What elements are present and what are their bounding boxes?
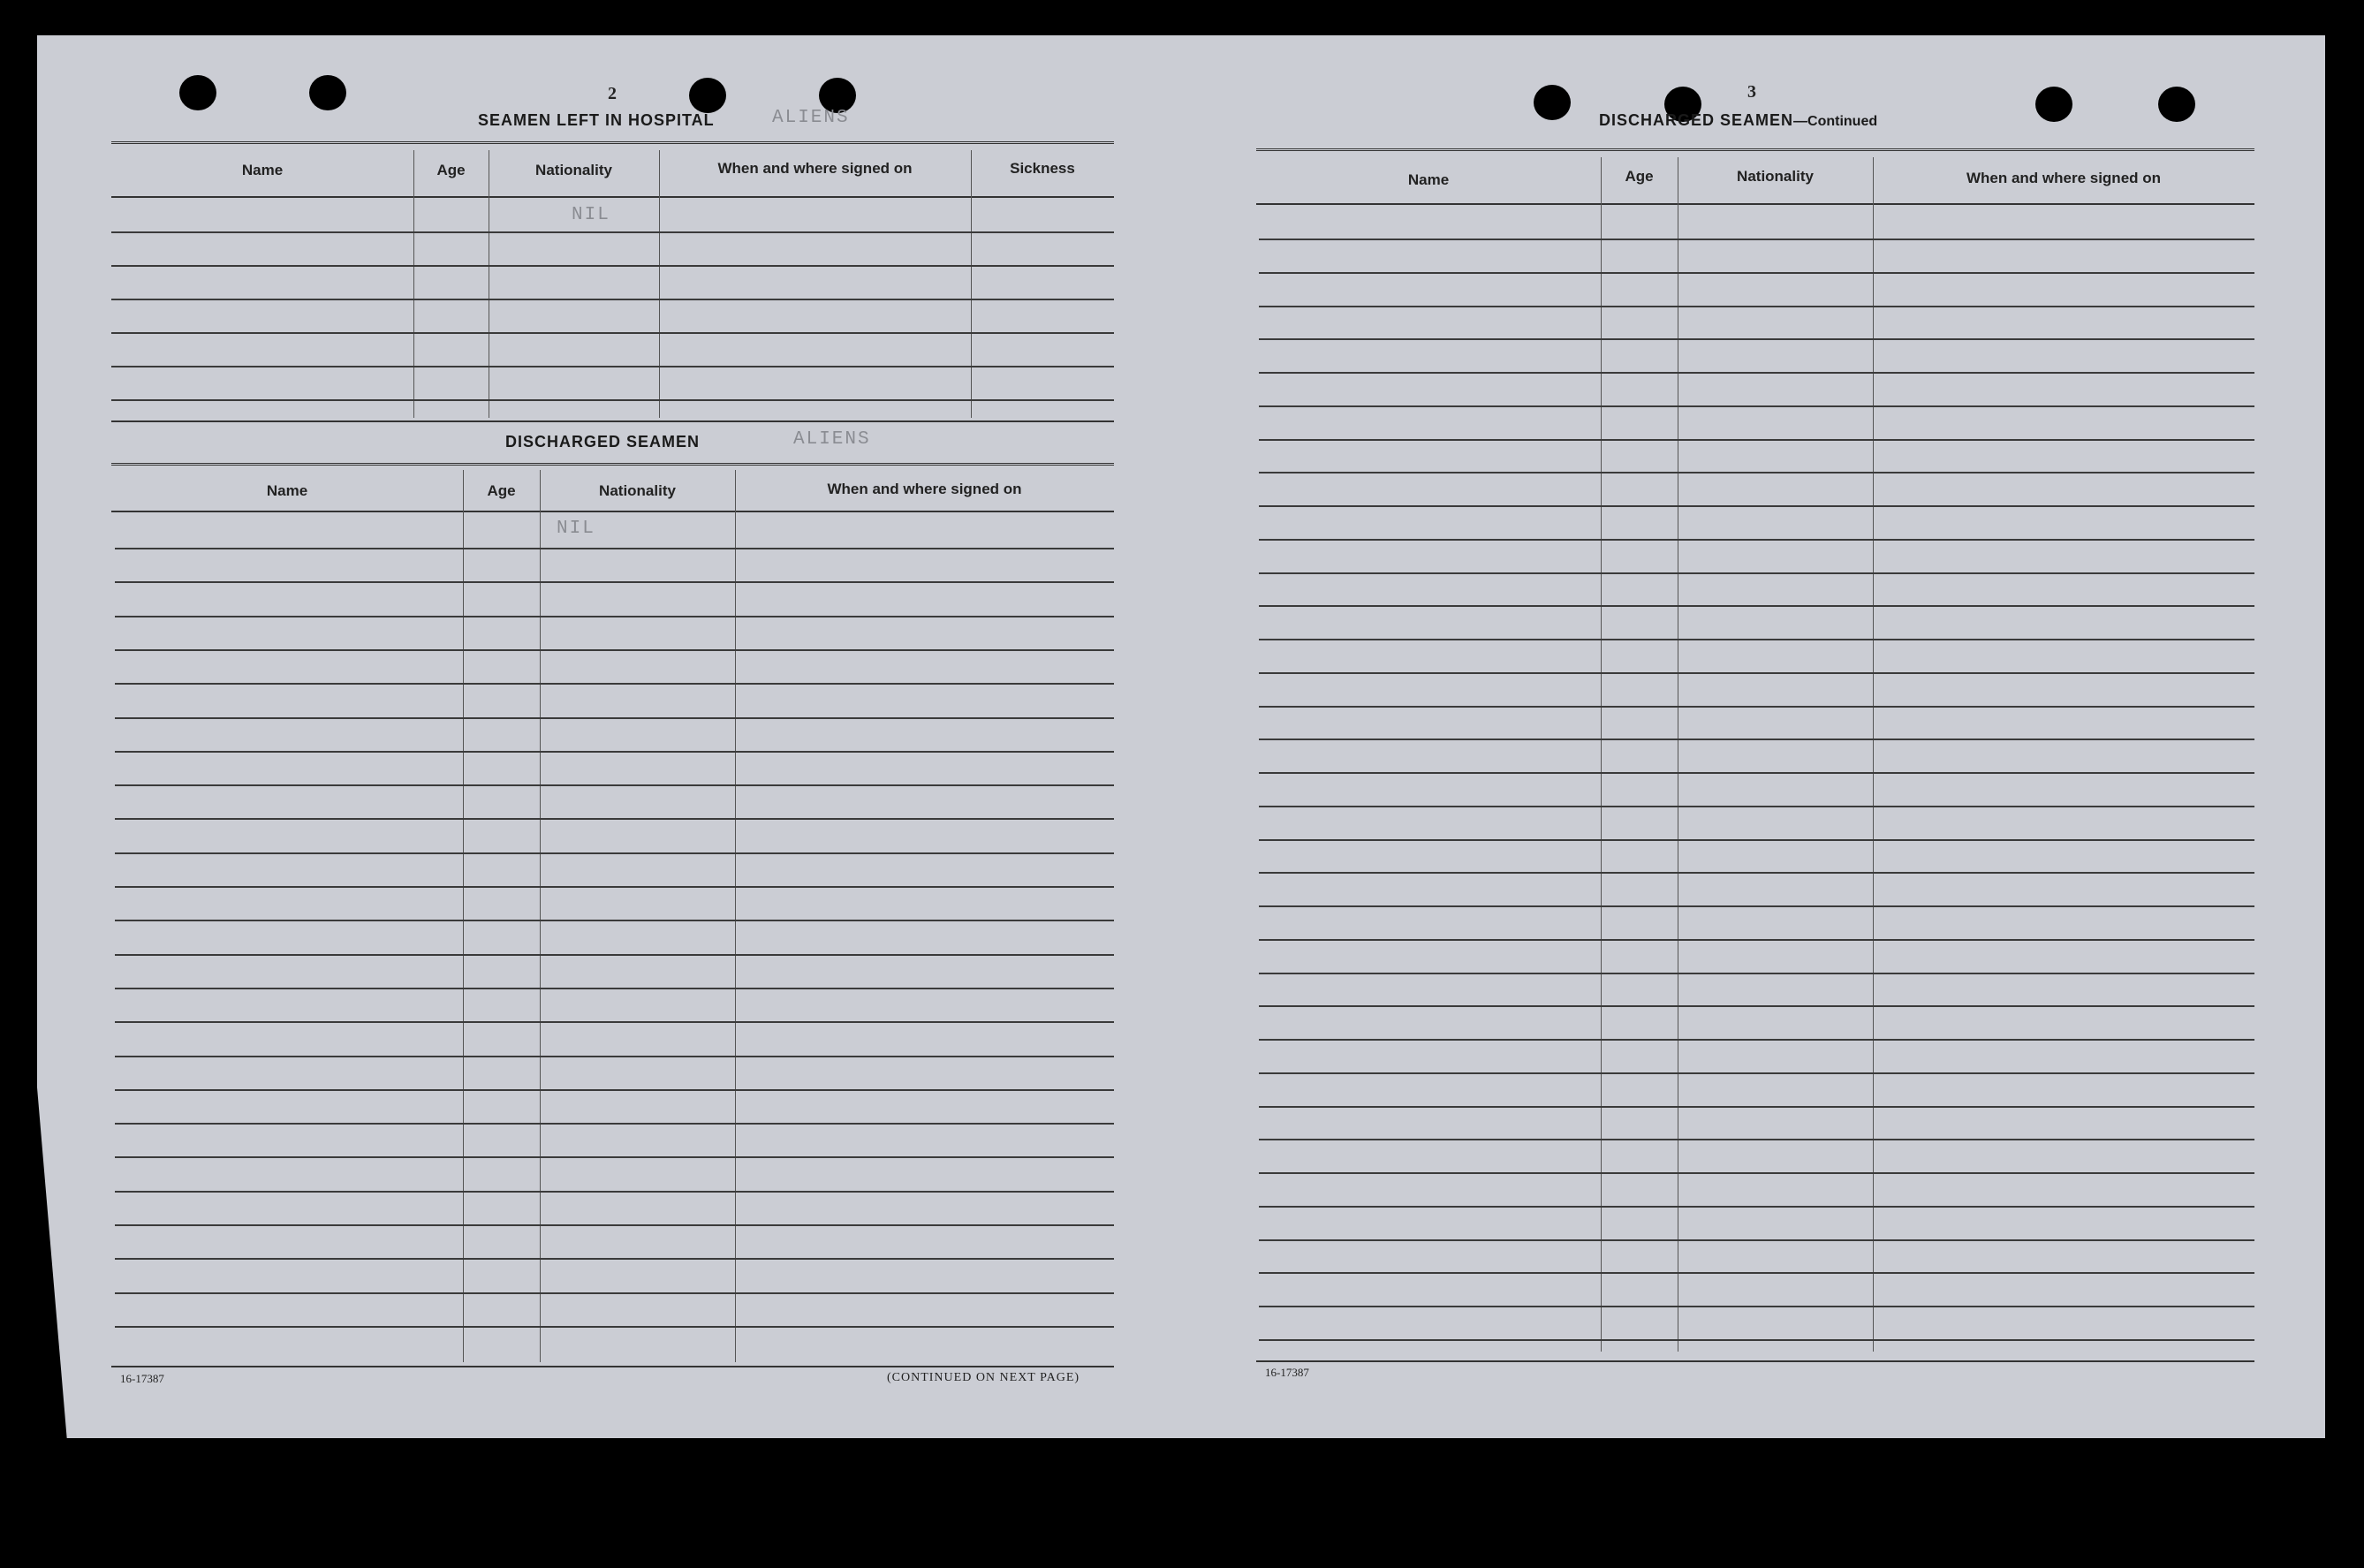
table-row-rule	[115, 649, 1114, 651]
table-row-rule	[1259, 1139, 2254, 1140]
table-row-rule	[1259, 472, 2254, 473]
table-row-rule	[1259, 405, 2254, 407]
hospital-top-rule	[111, 141, 1114, 147]
column-header-nationality: Nationality	[535, 162, 612, 178]
table-row-rule	[111, 399, 1114, 401]
table-row-rule	[115, 818, 1114, 820]
table-row-rule	[1259, 272, 2254, 274]
column-header-name: Name	[266, 482, 308, 499]
column-header-signed-on: When and where signed on	[827, 481, 1022, 497]
table-row-rule	[1259, 239, 2254, 240]
table-row-rule	[115, 683, 1114, 685]
table-row-rule	[1259, 1306, 2254, 1307]
table-row-rule	[1259, 772, 2254, 774]
table-row-rule	[1259, 1039, 2254, 1041]
table-row-rule	[1259, 1072, 2254, 1074]
left-bottom-rule	[111, 1366, 1114, 1367]
table-row-rule	[1259, 639, 2254, 640]
table-row-rule	[115, 1056, 1114, 1057]
table-row-rule	[115, 751, 1114, 753]
table-row-rule	[115, 1224, 1114, 1226]
table-row-rule	[115, 1326, 1114, 1328]
right-bottom-rule	[1256, 1360, 2254, 1362]
table-row-rule	[1259, 839, 2254, 841]
table-row-rule	[115, 1021, 1114, 1023]
right-title-suffix: —Continued	[1793, 114, 1878, 129]
table-row-rule	[115, 988, 1114, 989]
right-header-rule	[1256, 203, 2254, 205]
discharged-section-title: DISCHARGED SEAMEN	[505, 433, 701, 451]
column-header-age: Age	[436, 162, 466, 178]
discharged-typed-entry: NIL	[557, 519, 595, 539]
table-row-rule	[1259, 1239, 2254, 1241]
right-top-rule	[1256, 148, 2254, 154]
table-row-rule	[1259, 1172, 2254, 1174]
column-divider	[413, 150, 414, 418]
table-row-rule	[115, 920, 1114, 921]
table-row-rule	[115, 954, 1114, 956]
table-row-rule	[1259, 806, 2254, 807]
table-row-rule	[111, 265, 1114, 267]
column-header-signed-on: When and where signed on	[1966, 170, 2162, 186]
table-row-rule	[1259, 1206, 2254, 1208]
table-row-rule	[1259, 1005, 2254, 1007]
column-header-nationality: Nationality	[599, 482, 676, 499]
column-header-signed-on: When and where signed on	[717, 160, 913, 177]
table-row-rule	[1259, 505, 2254, 507]
table-row-rule	[115, 1089, 1114, 1091]
page-number-left: 2	[608, 84, 617, 103]
table-row-rule	[111, 332, 1114, 334]
hospital-typed-note: ALIENS	[772, 108, 850, 128]
hospital-typed-entry: NIL	[572, 205, 610, 225]
table-row-rule	[1259, 739, 2254, 740]
right-section-title	[1599, 111, 1877, 130]
table-row-rule	[1259, 605, 2254, 607]
table-row-rule	[1259, 306, 2254, 307]
table-row-rule	[115, 581, 1114, 583]
table-row-rule	[1259, 905, 2254, 907]
column-header-sickness: Sickness	[1010, 160, 1075, 177]
hospital-header-rule	[111, 196, 1114, 198]
column-divider	[463, 470, 464, 1362]
table-row-rule	[115, 852, 1114, 854]
table-row-rule	[1259, 973, 2254, 974]
table-row-rule	[115, 1292, 1114, 1294]
column-divider	[540, 470, 541, 1362]
table-row-rule	[1259, 539, 2254, 541]
table-row-rule	[115, 886, 1114, 888]
table-row-rule	[1259, 439, 2254, 441]
table-row-rule	[1259, 1272, 2254, 1274]
table-row-rule	[1259, 872, 2254, 874]
table-row-rule	[1259, 372, 2254, 374]
page-number-right: 3	[1747, 82, 1756, 102]
table-row-rule	[111, 299, 1114, 300]
table-row-rule	[1259, 572, 2254, 574]
table-row-rule	[115, 1191, 1114, 1193]
table-row-rule	[111, 366, 1114, 367]
punch-hole	[1534, 85, 1571, 120]
table-row-rule	[1259, 1106, 2254, 1108]
column-header-nationality: Nationality	[1737, 168, 1814, 185]
continued-note: (CONTINUED ON NEXT PAGE)	[887, 1371, 1080, 1384]
table-row-rule	[115, 784, 1114, 786]
column-header-age: Age	[487, 482, 516, 499]
column-header-name: Name	[1407, 171, 1450, 188]
punch-hole	[689, 78, 726, 113]
column-header-name: Name	[241, 162, 284, 178]
column-header-age: Age	[1625, 168, 1654, 185]
hospital-section-title: SEAMEN LEFT IN HOSPITAL	[478, 111, 715, 129]
discharged-typed-note: ALIENS	[793, 429, 871, 450]
punch-hole	[2158, 87, 2195, 122]
column-divider	[735, 470, 736, 1362]
table-row-rule	[1259, 672, 2254, 674]
discharged-header-rule	[111, 511, 1114, 512]
right-title-text: DISCHARGED SEAMEN	[1599, 111, 1794, 129]
table-row-rule	[115, 1123, 1114, 1125]
discharged-top-rule	[111, 463, 1114, 468]
table-row-rule	[115, 717, 1114, 719]
form-number-right: 16-17387	[1265, 1366, 1309, 1379]
table-row-rule	[115, 1156, 1114, 1158]
punch-hole	[2035, 87, 2072, 122]
table-row-rule	[115, 616, 1114, 617]
table-row-rule	[1259, 939, 2254, 941]
table-row-rule	[111, 231, 1114, 233]
table-row-rule	[115, 1258, 1114, 1260]
punch-hole	[179, 75, 216, 110]
table-row-rule	[1259, 338, 2254, 340]
form-sheet	[37, 35, 2325, 1438]
table-row-rule	[1259, 1339, 2254, 1341]
punch-hole	[309, 75, 346, 110]
table-row-rule	[1259, 706, 2254, 708]
column-divider	[659, 150, 660, 418]
table-row-rule	[115, 548, 1114, 549]
form-number-left: 16-17387	[120, 1372, 164, 1385]
column-divider	[971, 150, 972, 418]
hospital-bottom-rule	[111, 420, 1114, 422]
